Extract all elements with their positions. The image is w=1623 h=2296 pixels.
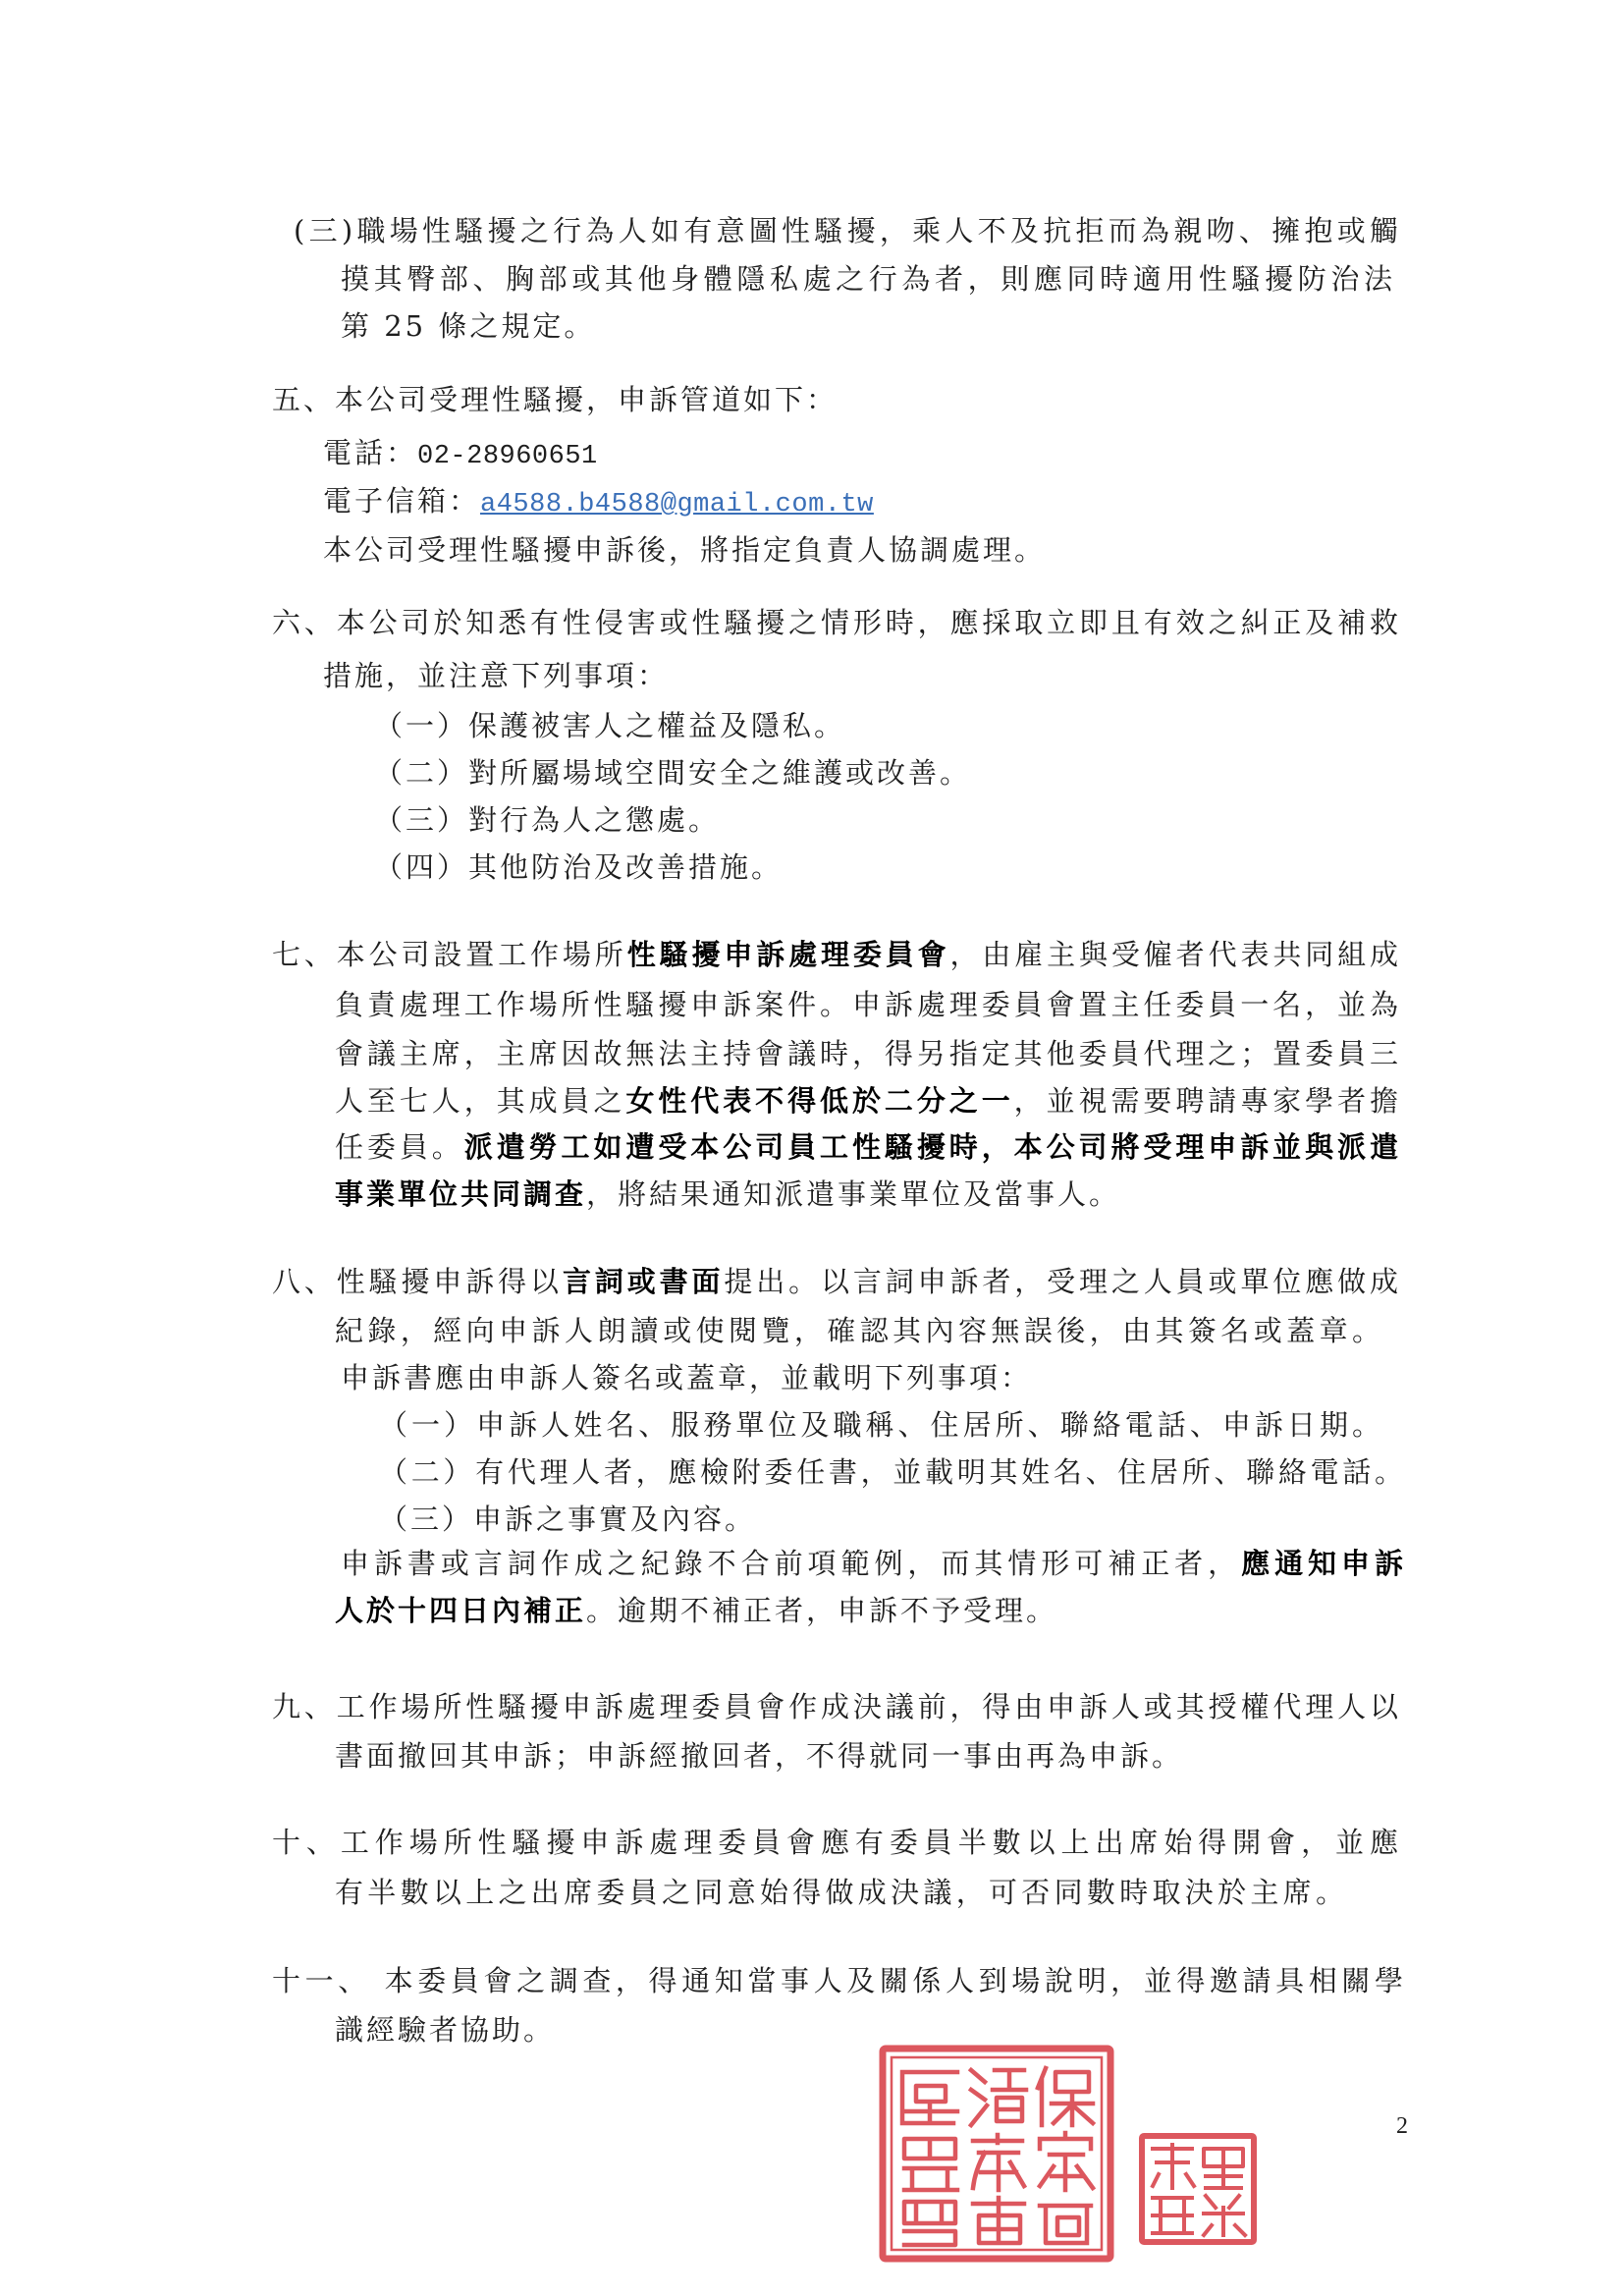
clause-8-requirement-item: （二）有代理人者，應檢附委任書，並載明其姓名、住居所、聯絡電話。 bbox=[379, 1455, 1403, 1489]
clause-7-line bbox=[335, 1129, 1398, 1165]
clause-6-measure-item: （二）對所屬場域空間安全之維護或改善。 bbox=[374, 756, 972, 790]
clause-6-measure-item: （一）保護被害人之權益及隱私。 bbox=[374, 709, 846, 742]
clause-6-measure-item: （四）其他防治及改善措施。 bbox=[374, 850, 784, 884]
clause-7-text: 七、本公司設置工作場所 bbox=[272, 938, 627, 971]
clause-7-text: 任委員。 bbox=[335, 1130, 464, 1164]
clause-7-text: ，將結果通知派遣事業單位及當事人。 bbox=[586, 1177, 1121, 1211]
clause-11-line: 十一、 本委員會之調查，得通知當事人及關係人到場說明，並得邀請具相關學 bbox=[272, 1964, 1403, 1997]
representative-seal-stamp bbox=[1137, 2131, 1259, 2247]
clause-7-line bbox=[272, 937, 1398, 972]
clause-8-text: 八、性騷擾申訴得以 bbox=[272, 1265, 563, 1298]
clause-8-line bbox=[335, 1593, 1057, 1628]
clause-8-line: 申訴書應由申訴人簽名或蓋章，並載明下列事項： bbox=[341, 1361, 1033, 1394]
fourteen-day-emphasis: 人於十四日內補正 bbox=[335, 1594, 587, 1627]
carryover-item-line: 第 25 條之規定。 bbox=[341, 309, 596, 343]
phone-label: 電話： bbox=[323, 436, 418, 469]
clause-10-line: 十、工作場所性騷擾申訴處理委員會應有委員半數以上出席始得開會，並應 bbox=[272, 1826, 1398, 1859]
clause-8-text: 申訴書或言詞作成之紀錄不合前項範例，而其情形可補正者， bbox=[341, 1547, 1242, 1580]
clause-8-line: 紀錄，經向申訴人朗讀或使閱覽，確認其內容無誤後，由其簽名或蓋章。 bbox=[335, 1314, 1380, 1347]
phone-number: 02-28960651 bbox=[417, 442, 598, 471]
clause-8-requirement-item: （三）申訴之事實及內容。 bbox=[379, 1503, 757, 1536]
clause-8-requirement-item: （一）申訴人姓名、服務單位及職稱、住居所、聯絡電話、申訴日期。 bbox=[379, 1408, 1380, 1442]
company-seal-stamp bbox=[877, 2043, 1116, 2265]
clause-6-line: 六、本公司於知悉有性侵害或性騷擾之情形時，應採取立即且有效之糾正及補救 bbox=[272, 606, 1398, 639]
joint-investigation-emphasis: 事業單位共同調查 bbox=[335, 1177, 587, 1211]
page-number: 2 bbox=[1396, 2113, 1408, 2139]
clause-6-measure-item: （三）對行為人之懲處。 bbox=[374, 803, 721, 837]
clause-8-text: 提出。以言詞申訴者，受理之人員或單位應做成 bbox=[724, 1265, 1398, 1298]
clause-9-line: 九、工作場所性騷擾申訴處理委員會作成決議前，得由申訴人或其授權代理人以 bbox=[272, 1690, 1398, 1723]
clause-7-line: 會議主席，主席因故無法主持會議時，得另指定其他委員代理之；置委員三 bbox=[335, 1037, 1398, 1070]
clause-7-text: 人至七人，其成員之 bbox=[335, 1084, 626, 1118]
dispatched-worker-emphasis: 派遣勞工如遭受本公司員工性騷擾時，本公司將受理申訴並與派遣 bbox=[463, 1130, 1398, 1164]
email-link[interactable]: a4588.b4588@gmail.com.tw bbox=[480, 490, 874, 519]
clause-10-line: 有半數以上之出席委員之同意始得做成決議，可否同數時取決於主席。 bbox=[335, 1876, 1344, 1909]
clause-8-line bbox=[272, 1264, 1398, 1299]
clause-7-line bbox=[335, 1083, 1398, 1119]
carryover-item-line: 摸其臀部、胸部或其他身體隱私處之行為者，則應同時適用性騷擾防治法 bbox=[341, 262, 1392, 296]
committee-name-emphasis: 性騷擾申訴處理委員會 bbox=[626, 938, 950, 971]
clause-5-heading: 五、本公司受理性騷擾，申訴管道如下： bbox=[272, 383, 839, 416]
clause-9-line: 書面撤回其申訴；申訴經撤回者，不得就同一事由再為申訴。 bbox=[335, 1739, 1184, 1773]
email-line bbox=[323, 483, 874, 519]
oral-or-written-emphasis: 言詞或書面 bbox=[562, 1265, 725, 1298]
clause-7-line bbox=[335, 1176, 1120, 1212]
clause-5-note: 本公司受理性騷擾申訴後，將指定負責人協調處理。 bbox=[323, 533, 1047, 567]
notify-complainant-emphasis: 應通知申訴 bbox=[1241, 1547, 1403, 1580]
seal-glyph-strokes bbox=[902, 2068, 1093, 2245]
clause-7-line: 負責處理工作場所性騷擾申訴案件。申訴處理委員會置主任委員一名，並為 bbox=[335, 988, 1398, 1021]
female-ratio-emphasis: 女性代表不得低於二分之一 bbox=[625, 1084, 1014, 1118]
clause-7-text: ，並視需要聘請專家學者擔 bbox=[1013, 1084, 1398, 1118]
seal-glyph-strokes bbox=[1153, 2145, 1245, 2235]
clause-6-line: 措施，並注意下列事項： bbox=[323, 659, 670, 692]
clause-8-line bbox=[341, 1546, 1403, 1581]
clause-11-line: 識經驗者協助。 bbox=[335, 2013, 556, 2047]
clause-8-text: 。逾期不補正者，申訴不予受理。 bbox=[586, 1594, 1058, 1627]
phone-line bbox=[323, 435, 598, 470]
carryover-item-line: (三)職場性騷擾之行為人如有意圖性騷擾，乘人不及抗拒而為親吻、擁抱或觸 bbox=[294, 214, 1398, 247]
clause-7-text: ，由雇主與受僱者代表共同組成 bbox=[949, 938, 1398, 971]
email-label: 電子信箱： bbox=[323, 484, 481, 518]
